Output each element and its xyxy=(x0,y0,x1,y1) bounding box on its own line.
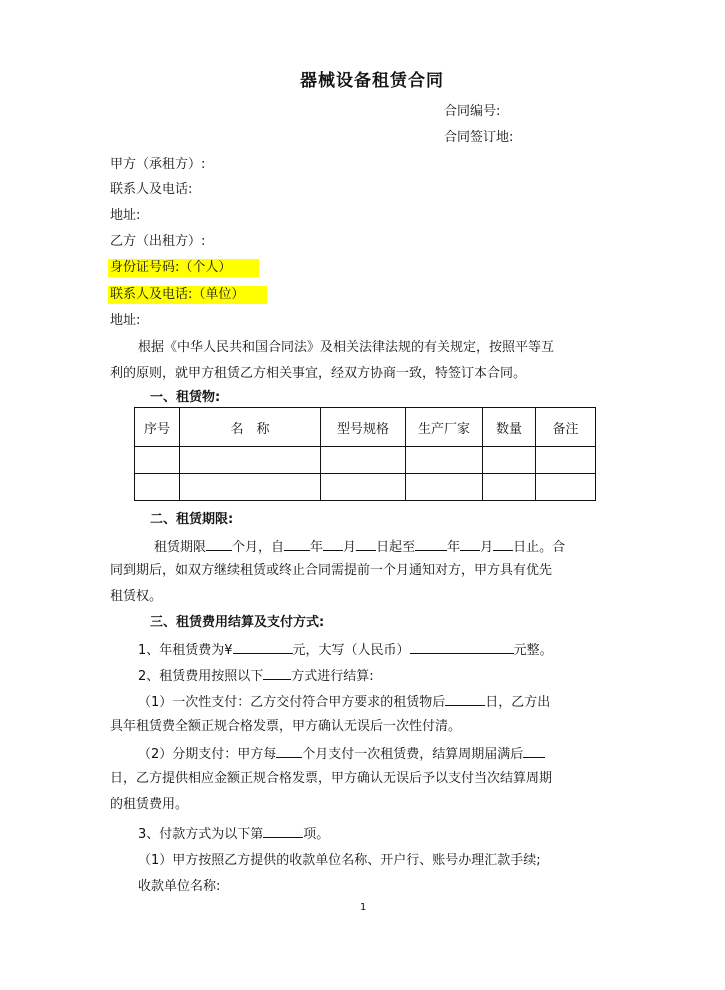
option-2-line-1 xyxy=(138,745,545,763)
text: 年 xyxy=(310,540,324,555)
blank-start-day[interactable] xyxy=(356,538,376,551)
party-a-address-label: 地址: xyxy=(110,208,141,223)
document-title: 器械设备租赁合同 xyxy=(300,71,444,91)
text: 日起至 xyxy=(376,540,416,555)
text: 个月支付一次租赁费，结算周期届满后 xyxy=(302,747,524,762)
table-cell[interactable] xyxy=(135,474,180,501)
table-cell[interactable] xyxy=(483,447,536,474)
text: 租赁期限 xyxy=(154,540,207,555)
text: 3、付款方式为以下第 xyxy=(138,827,264,842)
option-2-line-3: 的租赁费用。 xyxy=(110,797,189,812)
lease-term-line-2: 同到期后，如双方继续租赁或终止合同需提前一个月通知对方，甲方具有优先 xyxy=(110,563,553,578)
table-cell[interactable] xyxy=(321,474,406,501)
blank-end-month[interactable] xyxy=(460,538,480,551)
text: 元整。 xyxy=(513,643,553,658)
section-3-heading: 三、租赁费用结算及支付方式: xyxy=(150,615,325,630)
blank-period-months[interactable] xyxy=(276,745,302,758)
text: 日止。合 xyxy=(513,540,566,555)
col-header: 生产厂家 xyxy=(406,408,483,447)
blank-period-days[interactable] xyxy=(523,745,545,758)
blank-end-day[interactable] xyxy=(493,538,513,551)
table-header-row xyxy=(135,408,596,447)
blank-start-month[interactable] xyxy=(323,538,343,551)
section-1-heading: 一、租赁物: xyxy=(150,390,221,405)
text: 元，大写（人民币） xyxy=(292,643,410,658)
blank-start-year[interactable] xyxy=(284,538,310,551)
blank-months[interactable] xyxy=(206,538,232,551)
text: 年 xyxy=(447,540,461,555)
text: 方式进行结算: xyxy=(291,669,374,684)
text: 1、年租赁费为¥ xyxy=(138,643,233,658)
blank-amount-in-words[interactable] xyxy=(410,641,514,654)
party-b-id-label: 身份证号码:（个人） xyxy=(108,259,259,277)
signing-place-label: 合同签订地: xyxy=(444,130,514,145)
table-cell[interactable] xyxy=(536,447,596,474)
table-cell[interactable] xyxy=(483,474,536,501)
col-header: 备注 xyxy=(536,408,596,447)
preamble-line-2: 利的原则，就甲方租赁乙方相关事宜，经双方协商一致，特签订本合同。 xyxy=(110,366,527,381)
col-header: 型号规格 xyxy=(321,408,406,447)
table-cell[interactable] xyxy=(180,447,321,474)
table-cell[interactable] xyxy=(406,447,483,474)
blank-payment-option[interactable] xyxy=(263,825,303,838)
table-cell[interactable] xyxy=(406,474,483,501)
text: （1）一次性支付：乙方交付符合甲方要求的租赁物后 xyxy=(138,695,446,710)
table-row xyxy=(135,447,596,474)
contract-number-label: 合同编号: xyxy=(444,104,501,119)
text: 月 xyxy=(343,540,357,555)
blank-end-year[interactable] xyxy=(415,538,447,551)
table-cell[interactable] xyxy=(135,447,180,474)
fee-item-3 xyxy=(138,825,329,843)
preamble-line-1: 根据《中华人民共和国合同法》及相关法律法规的有关规定，按照平等互 xyxy=(138,340,555,355)
leased-items-table xyxy=(134,407,596,501)
party-b-contact-label: 联系人及电话:（单位） xyxy=(108,286,267,304)
party-a-contact-label: 联系人及电话: xyxy=(110,182,193,197)
fee-item-2 xyxy=(138,667,374,685)
blank-settlement-method[interactable] xyxy=(263,667,291,680)
text: 月 xyxy=(480,540,494,555)
lease-term-line-1 xyxy=(154,538,565,556)
option-2-line-2: 日，乙方提供相应金额正规合格发票，甲方确认无误后予以支付当次结算周期 xyxy=(110,771,553,786)
option-1-line-1 xyxy=(138,693,550,711)
fee-item-1 xyxy=(138,641,553,659)
party-b-name-label: 乙方（出租方）: xyxy=(110,234,206,249)
table-cell[interactable] xyxy=(536,474,596,501)
text: （2）分期支付：甲方每 xyxy=(138,747,277,762)
table-cell[interactable] xyxy=(180,474,321,501)
party-a-name-label: 甲方（承租方）: xyxy=(110,157,206,172)
text: 项。 xyxy=(303,827,330,842)
section-2-heading: 二、租赁期限: xyxy=(150,512,234,527)
blank-annual-fee[interactable] xyxy=(233,641,293,654)
blank-days[interactable] xyxy=(445,693,485,706)
page-number: 1 xyxy=(360,902,367,913)
payment-option-1: （1）甲方按照乙方提供的收款单位名称、开户行、账号办理汇款手续; xyxy=(138,853,541,868)
lease-term-line-3: 租赁权。 xyxy=(110,589,163,604)
col-header: 数量 xyxy=(483,408,536,447)
col-header: 名 称 xyxy=(180,408,321,447)
option-1-line-2: 具年租赁费全额正规合格发票，甲方确认无误后一次性付清。 xyxy=(110,719,462,734)
party-b-address-label: 地址: xyxy=(110,313,141,328)
text: 日，乙方出 xyxy=(485,695,551,710)
text: 个月，自 xyxy=(232,540,285,555)
text: 2、租赁费用按照以下 xyxy=(138,669,264,684)
col-header: 序号 xyxy=(135,408,180,447)
payee-name-label: 收款单位名称: xyxy=(138,879,221,894)
table-row xyxy=(135,474,596,501)
table-cell[interactable] xyxy=(321,447,406,474)
